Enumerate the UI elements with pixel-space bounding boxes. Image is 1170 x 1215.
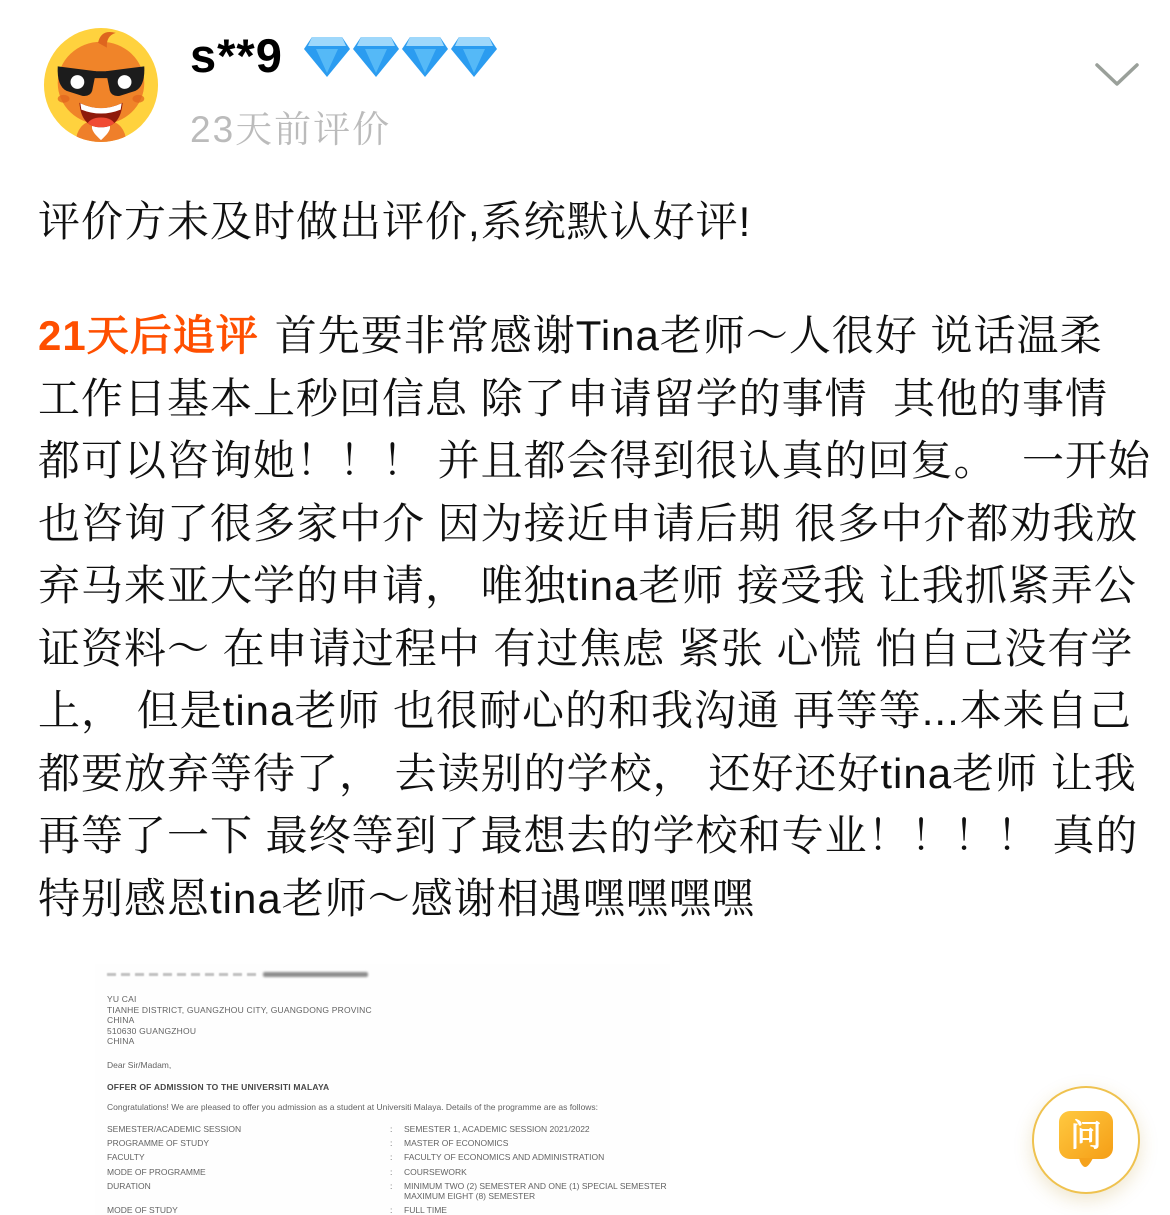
detail-row: FACULTY : FACULTY OF ECONOMICS AND ADMINISTRATION — [107, 1152, 605, 1163]
detail-row: MODE OF STUDY : FULL TIME — [107, 1205, 447, 1215]
ask-everyone-button[interactable] — [1032, 1086, 1140, 1194]
review-timestamp: 23天前评价 — [190, 109, 392, 150]
address-line: CHINA — [107, 1036, 135, 1047]
diamond-icon — [303, 35, 351, 79]
followup-line: 再等了一下 最终等到了最想去的学校和专业！！！！ 真的 — [38, 812, 1139, 859]
diamond-icon — [450, 35, 498, 79]
diamond-icon — [401, 35, 449, 79]
address-line: TIANHE DISTRICT, GUANGZHOU CITY, GUANGDONG PROVINC — [107, 1004, 372, 1015]
review-header — [42, 26, 1140, 153]
review-card — [0, 26, 1170, 1215]
followup-line: 也咨询了很多家中介 因为接近申请后期 很多中介都劝我放 — [38, 499, 1139, 547]
detail-row: PROGRAMME OF STUDY : MASTER OF ECONOMICS — [107, 1138, 509, 1149]
redacted-line — [107, 970, 670, 978]
svg-text:问: 问 — [1070, 1118, 1102, 1153]
followup-line: 都可以咨询她！！！ 并且都会得到很认真的回复。 一开始 — [38, 437, 1152, 484]
followup-line — [38, 305, 1132, 368]
rating-badges — [303, 35, 498, 79]
programme-details — [107, 1124, 670, 1215]
detail-row: MODE OF PROGRAMME : COURSEWORK — [107, 1166, 467, 1177]
recipient-name: YU CAI — [107, 994, 137, 1004]
offer-letter-attachment[interactable] — [95, 964, 670, 1215]
user-meta — [190, 26, 498, 153]
detail-row: DURATION : MINIMUM TWO (2) SEMESTER AND ONE (1) SPECIAL SEMESTER MAXIMUM EIGHT (8) SEMESTER — [107, 1180, 667, 1201]
username: s**9 — [190, 29, 283, 82]
followup-review — [38, 305, 1152, 930]
followup-badge: 21天后追评 — [38, 312, 259, 359]
detail-row: SEMESTER/ACADEMIC SESSION : SEMESTER 1, ACADEMIC SESSION 2021/2022 — [107, 1123, 590, 1134]
avatar[interactable] — [42, 26, 160, 144]
diamond-icon — [352, 35, 400, 79]
chevron-down-icon[interactable] — [1094, 62, 1140, 88]
address-line: 510630 GUANGZHOU — [107, 1025, 197, 1036]
address-line: CHINA — [107, 1015, 135, 1026]
followup-line: 都要放弃等待了， 去读别的学校， 还好还好tina老师 让我 — [38, 749, 1137, 797]
followup-line: 弃马来亚大学的申请， 唯独tina老师 接受我 让我抓紧弄公 — [38, 562, 1137, 609]
letter-heading: OFFER OF ADMISSION TO THE UNIVERSITI MALAYA — [107, 1081, 330, 1092]
followup-line: 证资料～ 在申请过程中 有过焦虑 紧张 心慌 怕自己没有学 — [38, 624, 1134, 672]
followup-text: 首先要非常感谢Tina老师～人很好 说话温柔 — [274, 312, 1103, 359]
followup-line: 上， 但是tina老师 也很耐心的和我沟通 再等等...本来自己 — [38, 687, 1132, 734]
default-review-text: 评价方未及时做出评价,系统默认好评! — [38, 198, 752, 245]
followup-line: 特别感恩tina老师～感谢相遇嘿嘿嘿嘿 — [38, 874, 755, 922]
ask-bubble-icon — [1053, 1108, 1119, 1172]
letter-intro: Congratulations! We are pleased to offer you admission as a student at Universiti Malaya. Details of the programme are as follows: — [107, 1101, 599, 1112]
followup-line: 工作日基本上秒回信息 除了申请留学的事情 其他的事情 — [38, 374, 1109, 422]
salutation: Dear Sir/Madam, — [107, 1059, 172, 1070]
